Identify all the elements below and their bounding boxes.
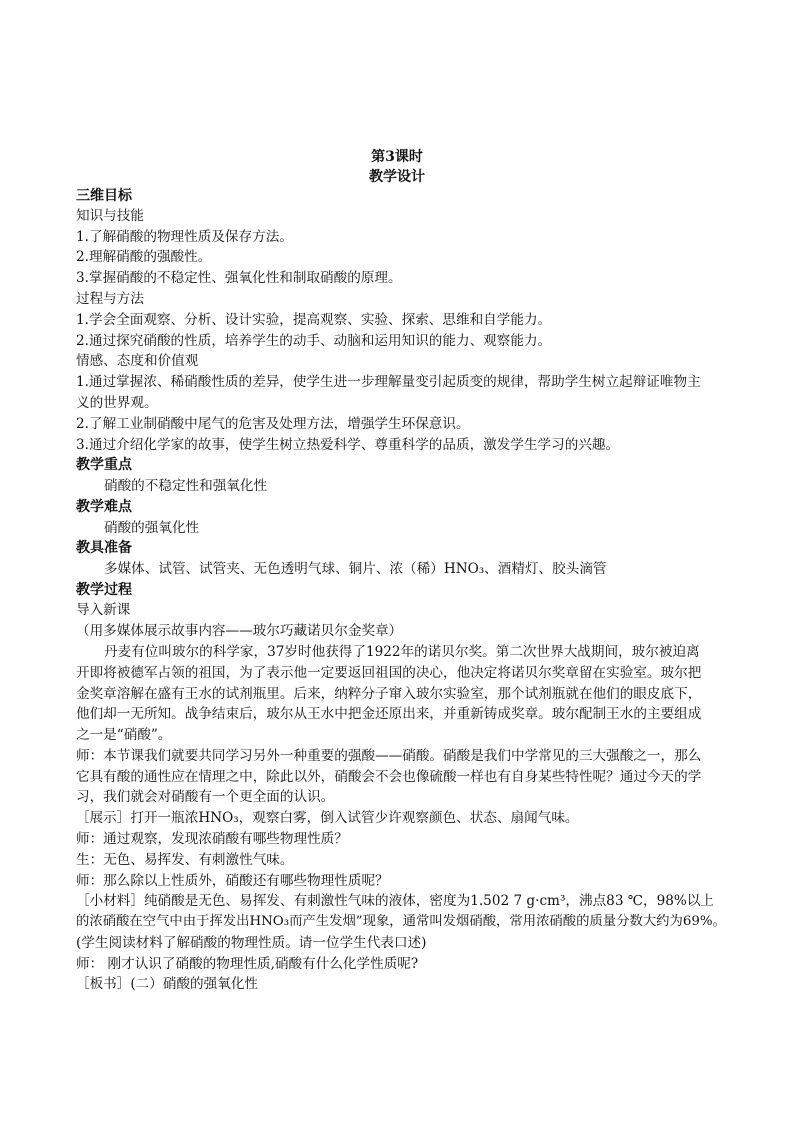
text-line: 它具有酸的通性应在情理之中，除此以外，硝酸会不会也像硫酸一样也有自身某些特性呢？通过今天的学 <box>76 769 702 785</box>
text-line: 师：通过观察，发现浓硝酸有哪些物理性质？ <box>76 831 348 847</box>
section-heading: 教具准备 <box>76 540 132 556</box>
text-line: 1.通过掌握浓、稀硝酸性质的差异，使学生进一步理解量变引起质变的规律，帮助学生树立起辩证唯物主 <box>76 374 701 390</box>
text-line: 3.通过介绍化学家的故事，使学生树立热爱科学、尊重科学的品质，激发学生学习的兴趣。 <box>76 437 620 453</box>
subsection-heading: 知识与技能 <box>76 208 144 224</box>
subsection-heading: 情感、态度和价值观 <box>76 353 199 369</box>
text-line: 师：本节课我们就要共同学习另外一种重要的强酸——硝酸。硝酸是我们中学常见的三大强酸之一，那么 <box>76 748 702 764</box>
text-line: 师： 刚才认识了硝酸的物理性质,硝酸有什么化学性质呢? <box>76 956 419 972</box>
text-line: ［展示］打开一瓶浓HNO₃，观察白雾，倒入试管少许观察颜色、状态、扇闻气味。 <box>76 810 579 826</box>
text-line: (学生阅读材料了解硝酸的物理性质。请一位学生代表口述) <box>76 935 427 951</box>
text-line: 2.理解硝酸的强酸性。 <box>76 249 212 265</box>
text-line: 师：那么除以上性质外，硝酸还有哪些物理性质呢？ <box>76 873 389 889</box>
text-line: 义的世界观。 <box>76 395 158 411</box>
text-line: 3.掌握硝酸的不稳定性、强氧化性和制取硝酸的原理。 <box>76 270 402 286</box>
lesson-subtitle: 教学设计 <box>369 169 425 185</box>
text-line: 习，我们就会对硝酸有一个更全面的认识。 <box>76 789 335 805</box>
text-line: 丹麦有位叫玻尔的科学家，37岁时他获得了1922年的诺贝尔奖。第二次世界大战期间，玻尔被迫离 <box>104 644 700 660</box>
text-line: （用多媒体展示故事内容——玻尔巧藏诺贝尔金奖章） <box>76 623 403 639</box>
text-line: 之一是“硝酸”。 <box>76 727 172 743</box>
text-line: 金奖章溶解在盛有王水的试剂瓶里。后来，纳粹分子窜入玻尔实验室，那个试剂瓶就在他们的眼皮底下， <box>76 686 702 702</box>
section-heading: 三维目标 <box>76 188 132 204</box>
lesson-title: 第3课时 <box>371 149 423 165</box>
section-heading: 教学过程 <box>76 582 132 598</box>
subsection-heading: 导入新课 <box>76 602 131 618</box>
text-line: 1.学会全面观察、分析、设计实验，提高观察、实验、探索、思维和自学能力。 <box>76 312 552 328</box>
text-line: 2.了解工业制硝酸中尾气的危害及处理方法，增强学生环保意识。 <box>76 416 470 432</box>
text-line: 多媒体、试管、试管夹、无色透明气球、铜片、浓（稀）HNO₃、酒精灯、胶头滴管 <box>104 561 607 577</box>
text-line: 2.通过探究硝酸的性质，培养学生的动手、动脑和运用知识的能力、观察能力。 <box>76 333 552 349</box>
text-line: 生：无色、易挥发、有刺激性气味。 <box>76 852 294 868</box>
text-line: 硝酸的不稳定性和强氧化性 <box>104 478 268 494</box>
section-heading: 教学重点 <box>76 457 132 473</box>
text-line: ［板书］(二）硝酸的强氧化性 <box>76 976 259 992</box>
text-line: 1.了解硝酸的物理性质及保存方法。 <box>76 229 293 245</box>
section-heading: 教学难点 <box>76 499 132 515</box>
text-line: 硝酸的强氧化性 <box>104 520 200 536</box>
text-line: 的浓硝酸在空气中由于挥发出HNO₃而产生发烟”现象，通常叫发烟硝酸，常用浓硝酸的质量分数大约为69%。 <box>76 914 726 929</box>
text-line: 他们却一无所知。战争结束后，玻尔从王水中把金还原出来，并重新铸成奖章。玻尔配制王水的主要组成 <box>76 706 702 722</box>
text-line: ［小材料］纯硝酸是无色、易挥发、有刺激性气味的液体，密度为1.502 7 g·cm³，沸点83 ℃，98%以上 <box>76 893 715 909</box>
subsection-heading: 过程与方法 <box>76 291 144 307</box>
text-line: 开即将被德军占领的祖国，为了表示他一定要返回祖国的决心，他决定将诺贝尔奖章留在实验室。玻尔把 <box>76 665 702 681</box>
